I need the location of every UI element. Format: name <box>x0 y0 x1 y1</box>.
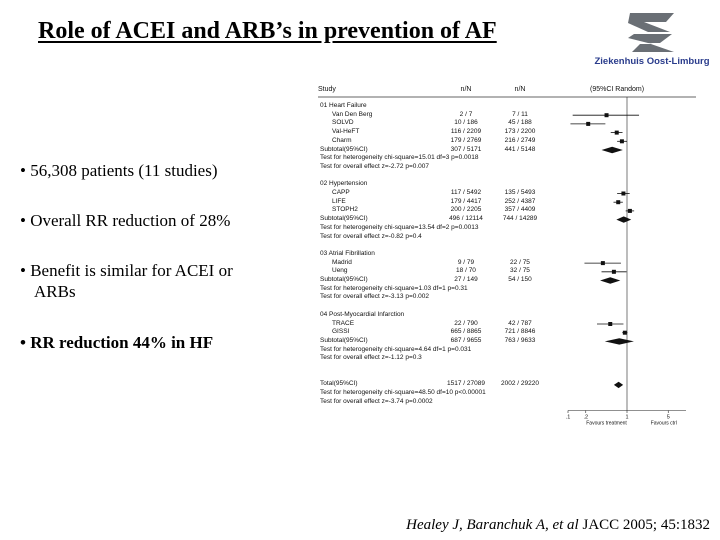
forest-row-control: 441 / 5148 <box>504 145 536 153</box>
header-study: Study <box>318 86 336 93</box>
point-estimate <box>586 122 590 126</box>
forest-row-label: 03 Atrial Fibrillation <box>320 249 375 257</box>
forest-row-label: Van Den Berg <box>332 110 373 118</box>
bullet-item: • RR reduction 44% in HF <box>20 333 214 352</box>
axis-tick-label: 5 <box>666 414 670 421</box>
forest-row-label: Subtotal(95%CI) <box>320 336 368 344</box>
forest-row-treatment: 179 / 4417 <box>450 197 482 205</box>
citation <box>406 517 710 534</box>
forest-row-label: TRACE <box>332 319 355 327</box>
forest-row-label: Subtotal(95%CI) <box>320 276 368 283</box>
subtotal-diamond <box>600 277 620 283</box>
point-estimate <box>628 209 632 213</box>
forest-row-control: 42 / 787 <box>508 319 532 327</box>
forest-row-label: CAPP <box>332 189 350 196</box>
bullet-item: ARBs <box>34 282 76 301</box>
forest-row-label: LIFE <box>332 197 346 205</box>
forest-row-treatment: 10 / 186 <box>454 119 478 127</box>
forest-row-label: Madrid <box>332 258 352 266</box>
forest-row-treatment: 1517 / 27089 <box>447 380 485 388</box>
forest-row-label: STOPH2 <box>332 206 358 214</box>
forest-row-treatment: 18 / 70 <box>456 267 476 275</box>
header-treatment-n: n/N <box>460 86 472 93</box>
forest-row-control: 22 / 75 <box>510 258 530 266</box>
forest-row-control: 54 / 150 <box>508 276 532 283</box>
point-estimate <box>615 131 619 135</box>
forest-row-control: 744 / 14289 <box>502 215 538 223</box>
forest-row-control: 252 / 4387 <box>504 197 536 205</box>
forest-row-label: Val-HeFT <box>332 128 360 136</box>
forest-row-label: Total(95%CI) <box>320 380 358 388</box>
point-estimate <box>608 322 612 326</box>
forest-row-treatment: 116 / 2209 <box>450 128 482 136</box>
forest-row-label: 02 Hypertension <box>320 180 368 188</box>
citation-authors: Healey J, Baranchuk A, et al <box>406 517 579 533</box>
point-estimate <box>612 270 616 274</box>
axis-tick-label: .2 <box>583 414 589 421</box>
point-estimate <box>621 192 625 196</box>
forest-row-treatment: 9 / 79 <box>457 258 475 266</box>
forest-row-control: 173 / 2200 <box>504 128 536 136</box>
forest-row-label: Test for overall effect z=-3.13 p=0.002 <box>320 293 430 301</box>
point-estimate <box>605 113 609 117</box>
forest-row-treatment: 117 / 5492 <box>450 189 482 196</box>
slide-title: Role of ACEI and ARB’s in prevention of AF <box>38 18 497 44</box>
forest-row-treatment: 496 / 12114 <box>449 215 483 223</box>
point-estimate <box>616 200 620 204</box>
forest-row-treatment: 687 / 9655 <box>450 336 482 344</box>
forest-row-label: Test for overall effect z=-2.72 p=0.007 <box>320 162 430 170</box>
subtotal-diamond <box>605 338 634 344</box>
subtotal-diamond <box>602 147 623 153</box>
axis-tick-label: 1 <box>625 414 629 421</box>
forest-row-control: 721 / 8846 <box>504 328 536 336</box>
favours-treatment-label: Favours treatment <box>586 420 627 427</box>
forest-row-treatment: 200 / 2205 <box>450 206 482 214</box>
zol-logo-icon <box>588 10 716 56</box>
forest-row-control: 135 / 5493 <box>504 189 536 196</box>
axis-tick-label: .1 <box>565 414 571 421</box>
citation-journal: JACC 2005; 45:1832 <box>582 517 710 533</box>
forest-row-label: Test for heterogeneity chi-square=15.01 df=3 p=0.0018 <box>320 154 479 162</box>
hospital-logo <box>588 10 716 70</box>
forest-plot <box>318 82 696 500</box>
forest-row-label: Ueng <box>332 267 348 275</box>
forest-row-label: Test for heterogeneity chi-square=48.50 df=10 p<0.00001 <box>320 389 486 397</box>
point-estimate <box>623 331 627 335</box>
favours-control-label: Favours ctrl <box>650 420 677 427</box>
forest-row-treatment: 22 / 790 <box>454 319 478 327</box>
logo-text: Ziekenhuis Oost-Limburg <box>594 56 710 67</box>
forest-row-label: Test for heterogeneity chi-square=1.03 df=1 p=0.31 <box>320 284 468 292</box>
forest-row-label: SOLVD <box>332 119 354 127</box>
forest-row-control: 357 / 4409 <box>504 206 536 214</box>
total-diamond <box>614 382 623 388</box>
forest-row-label: Subtotal(95%CI) <box>320 145 368 153</box>
forest-row-treatment: 179 / 2769 <box>450 136 482 144</box>
forest-row-label: Subtotal(95%CI) <box>320 215 368 223</box>
forest-row-label: 01 Heart Failure <box>320 102 367 109</box>
forest-row-label: 04 Post-Myocardial Infarction <box>320 310 405 318</box>
forest-row-control: 763 / 9633 <box>504 336 536 344</box>
subtotal-diamond <box>616 216 631 222</box>
forest-row-treatment: 2 / 7 <box>459 110 473 118</box>
forest-row-label: Charm <box>332 136 352 144</box>
forest-row-control: 32 / 75 <box>510 267 530 275</box>
bullet-item: • Benefit is similar for ACEI or <box>20 261 233 280</box>
bullet-item: • Overall RR reduction of 28% <box>20 211 231 230</box>
forest-row-control: 7 / 11 <box>512 110 528 118</box>
forest-row-label: Test for overall effect z=-0.82 p=0.4 <box>320 232 422 240</box>
forest-row-control: 2002 / 29220 <box>501 380 539 388</box>
forest-row-label: Test for heterogeneity chi-square=4.64 df=1 p=0.031 <box>320 345 472 353</box>
header-control-n: n/N <box>514 86 526 93</box>
forest-row-control: 45 / 188 <box>508 119 532 127</box>
bullet-item: • 56,308 patients (11 studies) <box>20 161 218 180</box>
forest-row-treatment: 307 / 5171 <box>450 145 482 153</box>
forest-row-control: 216 / 2749 <box>504 136 536 144</box>
point-estimate <box>601 261 605 265</box>
forest-row-label: GISSI <box>332 328 350 336</box>
forest-row-label: Test for heterogeneity chi-square=13.54 df=2 p=0.0013 <box>320 223 479 231</box>
forest-row-treatment: 27 / 149 <box>454 276 478 283</box>
forest-row-label: Test for overall effect z=-3.74 p=0.0002 <box>320 397 433 405</box>
forest-row-label: Test for overall effect z=-1.12 p=0.3 <box>320 354 422 362</box>
header-rr: (95%CI Random) <box>590 86 645 93</box>
point-estimate <box>620 139 624 143</box>
forest-row-treatment: 665 / 8865 <box>450 328 482 336</box>
